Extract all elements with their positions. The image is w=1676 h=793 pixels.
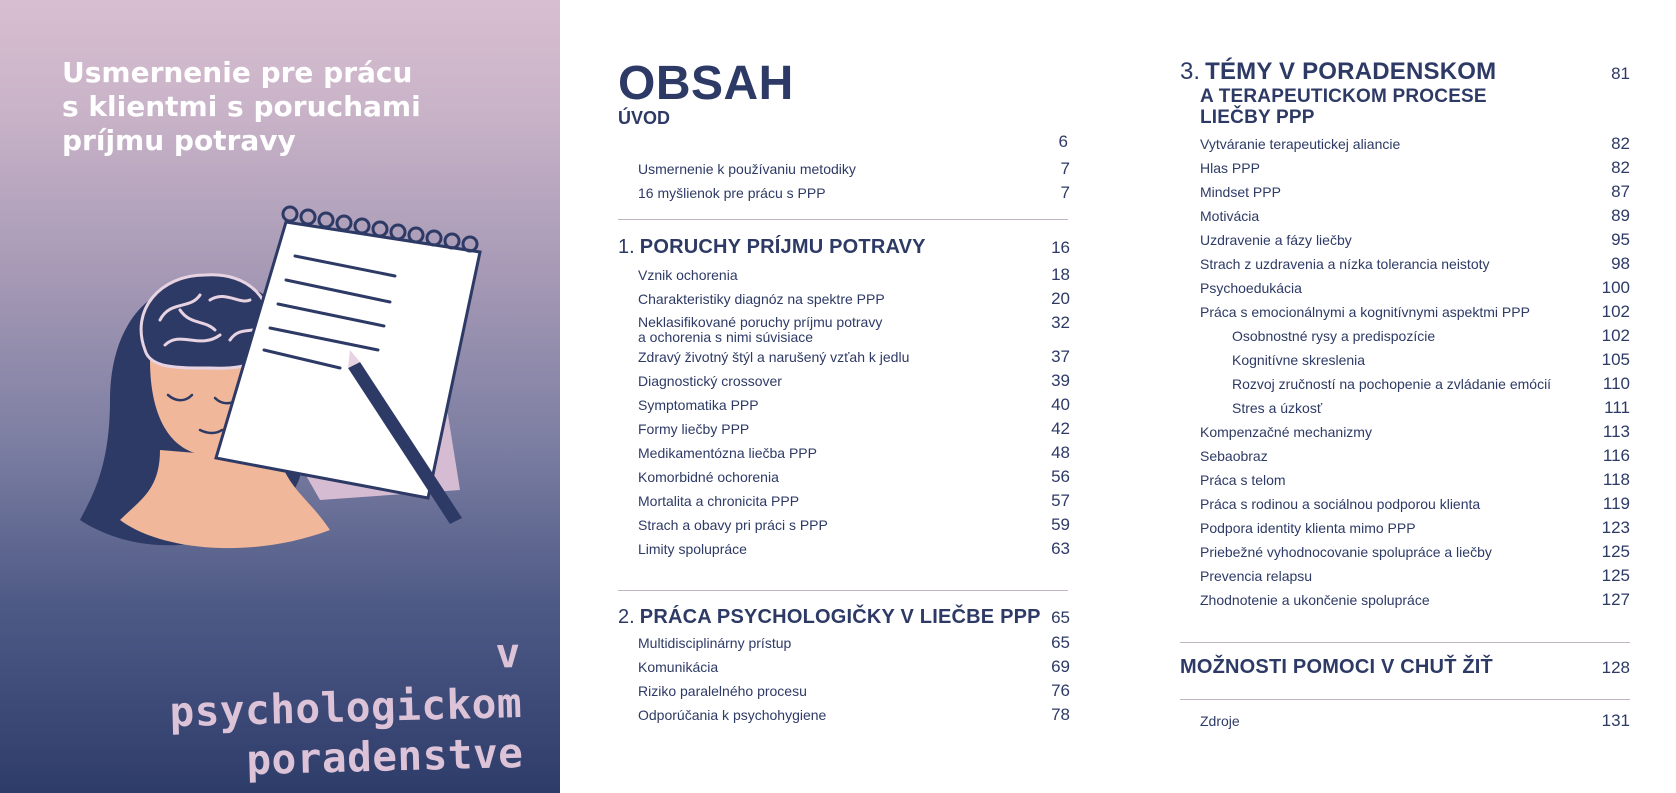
toc-entry[interactable]: Práca s telom 118 xyxy=(1200,470,1630,489)
toc-entry[interactable]: Strach z uzdravenia a nízka tolerancia neistoty 98 xyxy=(1200,254,1630,273)
toc-entry[interactable]: Podpora identity klienta mimo PPP 123 xyxy=(1200,518,1630,537)
toc-entry[interactable]: Mortalita a chronicita PPP 57 xyxy=(638,491,1070,510)
toc-entry[interactable]: Uzdravenie a fázy liečby 95 xyxy=(1200,230,1630,249)
divider xyxy=(618,590,1068,591)
divider xyxy=(618,219,1068,220)
section-1-heading[interactable]: 1. PORUCHY PRÍJMU POTRAVY 16 xyxy=(618,236,1070,258)
toc-entry[interactable]: Sebaobraz 116 xyxy=(1200,446,1630,465)
toc-entry[interactable]: Mindset PPP 87 xyxy=(1200,182,1630,201)
cover-panel xyxy=(0,0,560,793)
toc-subentry[interactable]: Stres a úzkosť 111 xyxy=(1232,398,1630,417)
toc-entry[interactable]: Komunikácia 69 xyxy=(638,657,1070,676)
toc-entry[interactable]: Medikamentózna liečba PPP 48 xyxy=(638,443,1070,462)
toc-entry[interactable]: Diagnostický crossover 39 xyxy=(638,371,1070,390)
toc-entry[interactable]: Zhodnotenie a ukončenie spolupráce 127 xyxy=(1200,590,1630,609)
woman-brain-notepad-illustration xyxy=(50,200,510,600)
toc-entry[interactable]: 16 myšlienok pre prácu s PPP 7 xyxy=(638,183,1070,202)
toc-entry[interactable]: Kompenzačné mechanizmy 113 xyxy=(1200,422,1630,441)
cover-subtitle: v psychologickom poradenstve xyxy=(168,629,524,785)
help-heading[interactable]: MOŽNOSTI POMOCI V CHUŤ ŽIŤ 128 xyxy=(1180,656,1630,678)
cover-title: Usmernenie pre prácu s klientmi s poruchami príjmu potravy xyxy=(62,56,421,157)
section-2-heading[interactable]: 2. PRÁCA PSYCHOLOGIČKY V LIEČBE PPP 65 xyxy=(618,606,1070,628)
sources-section xyxy=(1200,713,1630,737)
toc-entry[interactable]: Hlas PPP 82 xyxy=(1200,158,1630,177)
toc-entry[interactable]: Motivácia 89 xyxy=(1200,206,1630,225)
toc-entry[interactable]: Práca s rodinou a sociálnou podporou klienta 119 xyxy=(1200,494,1630,513)
toc-subentry[interactable]: Kognitívne skreslenia 105 xyxy=(1232,350,1630,369)
toc-entry[interactable]: Neklasifikované poruchy príjmu potravy a ochorenia s nimi súvisiace 32 xyxy=(638,313,1070,345)
divider xyxy=(1180,642,1630,643)
toc-entry[interactable]: Odporúčania k psychohygiene 78 xyxy=(638,705,1070,724)
toc-entry[interactable]: Psychoedukácia 100 xyxy=(1200,278,1630,297)
help-section xyxy=(1180,656,1630,679)
toc-entry[interactable]: Vznik ochorenia 18 xyxy=(638,265,1070,284)
toc-entry-sources[interactable]: Zdroje 131 xyxy=(1200,711,1630,730)
toc-entry[interactable]: Riziko paralelného procesu 76 xyxy=(638,681,1070,700)
section-1 xyxy=(618,236,1070,565)
toc-entry[interactable]: Zdravý životný štýl a narušený vzťah k jedlu 37 xyxy=(638,347,1070,366)
toc-entry[interactable]: Strach a obavy pri práci s PPP 59 xyxy=(638,515,1070,534)
toc-subentry[interactable]: Rozvoj zručností na pochopenie a zvládanie emócií 110 xyxy=(1232,374,1630,393)
divider xyxy=(1180,699,1630,700)
toc-entry[interactable]: Limity spolupráce 63 xyxy=(638,539,1070,558)
section-3-heading[interactable]: 3. TÉMY V PORADENSKOM A TERAPEUTICKOM PROCESE LIEČBY PPP 81 xyxy=(1180,58,1630,128)
toc-subentry[interactable]: Osobnostné rysy a predispozície 102 xyxy=(1232,326,1630,345)
toc-entry[interactable]: Symptomatika PPP 40 xyxy=(638,395,1070,414)
section-2 xyxy=(618,606,1070,731)
intro-label: ÚVOD xyxy=(618,108,671,128)
toc-entry[interactable]: Formy liečby PPP 42 xyxy=(638,419,1070,438)
toc-entry[interactable]: Komorbidné ochorenia 56 xyxy=(638,467,1070,486)
toc-heading: OBSAH xyxy=(618,57,794,110)
toc-entry[interactable]: Práca s emocionálnymi a kognitívnymi aspektmi PPP 102 xyxy=(1200,302,1630,321)
toc-entry[interactable]: Usmernenie k používaniu metodiky 7 xyxy=(638,159,1070,178)
intro-items xyxy=(638,161,1070,209)
toc-entry[interactable]: Priebežné vyhodnocovanie spolupráce a liečby 125 xyxy=(1200,542,1630,561)
toc-entry[interactable]: Prevencia relapsu 125 xyxy=(1200,566,1630,585)
toc-entry[interactable]: Vytváranie terapeutickej aliancie 82 xyxy=(1200,134,1630,153)
section-3 xyxy=(1180,58,1630,616)
toc-entry[interactable]: Multidisciplinárny prístup 65 xyxy=(638,633,1070,652)
intro-page: 6 xyxy=(1058,132,1068,151)
toc-entry[interactable]: Charakteristiky diagnóz na spektre PPP 20 xyxy=(638,289,1070,308)
